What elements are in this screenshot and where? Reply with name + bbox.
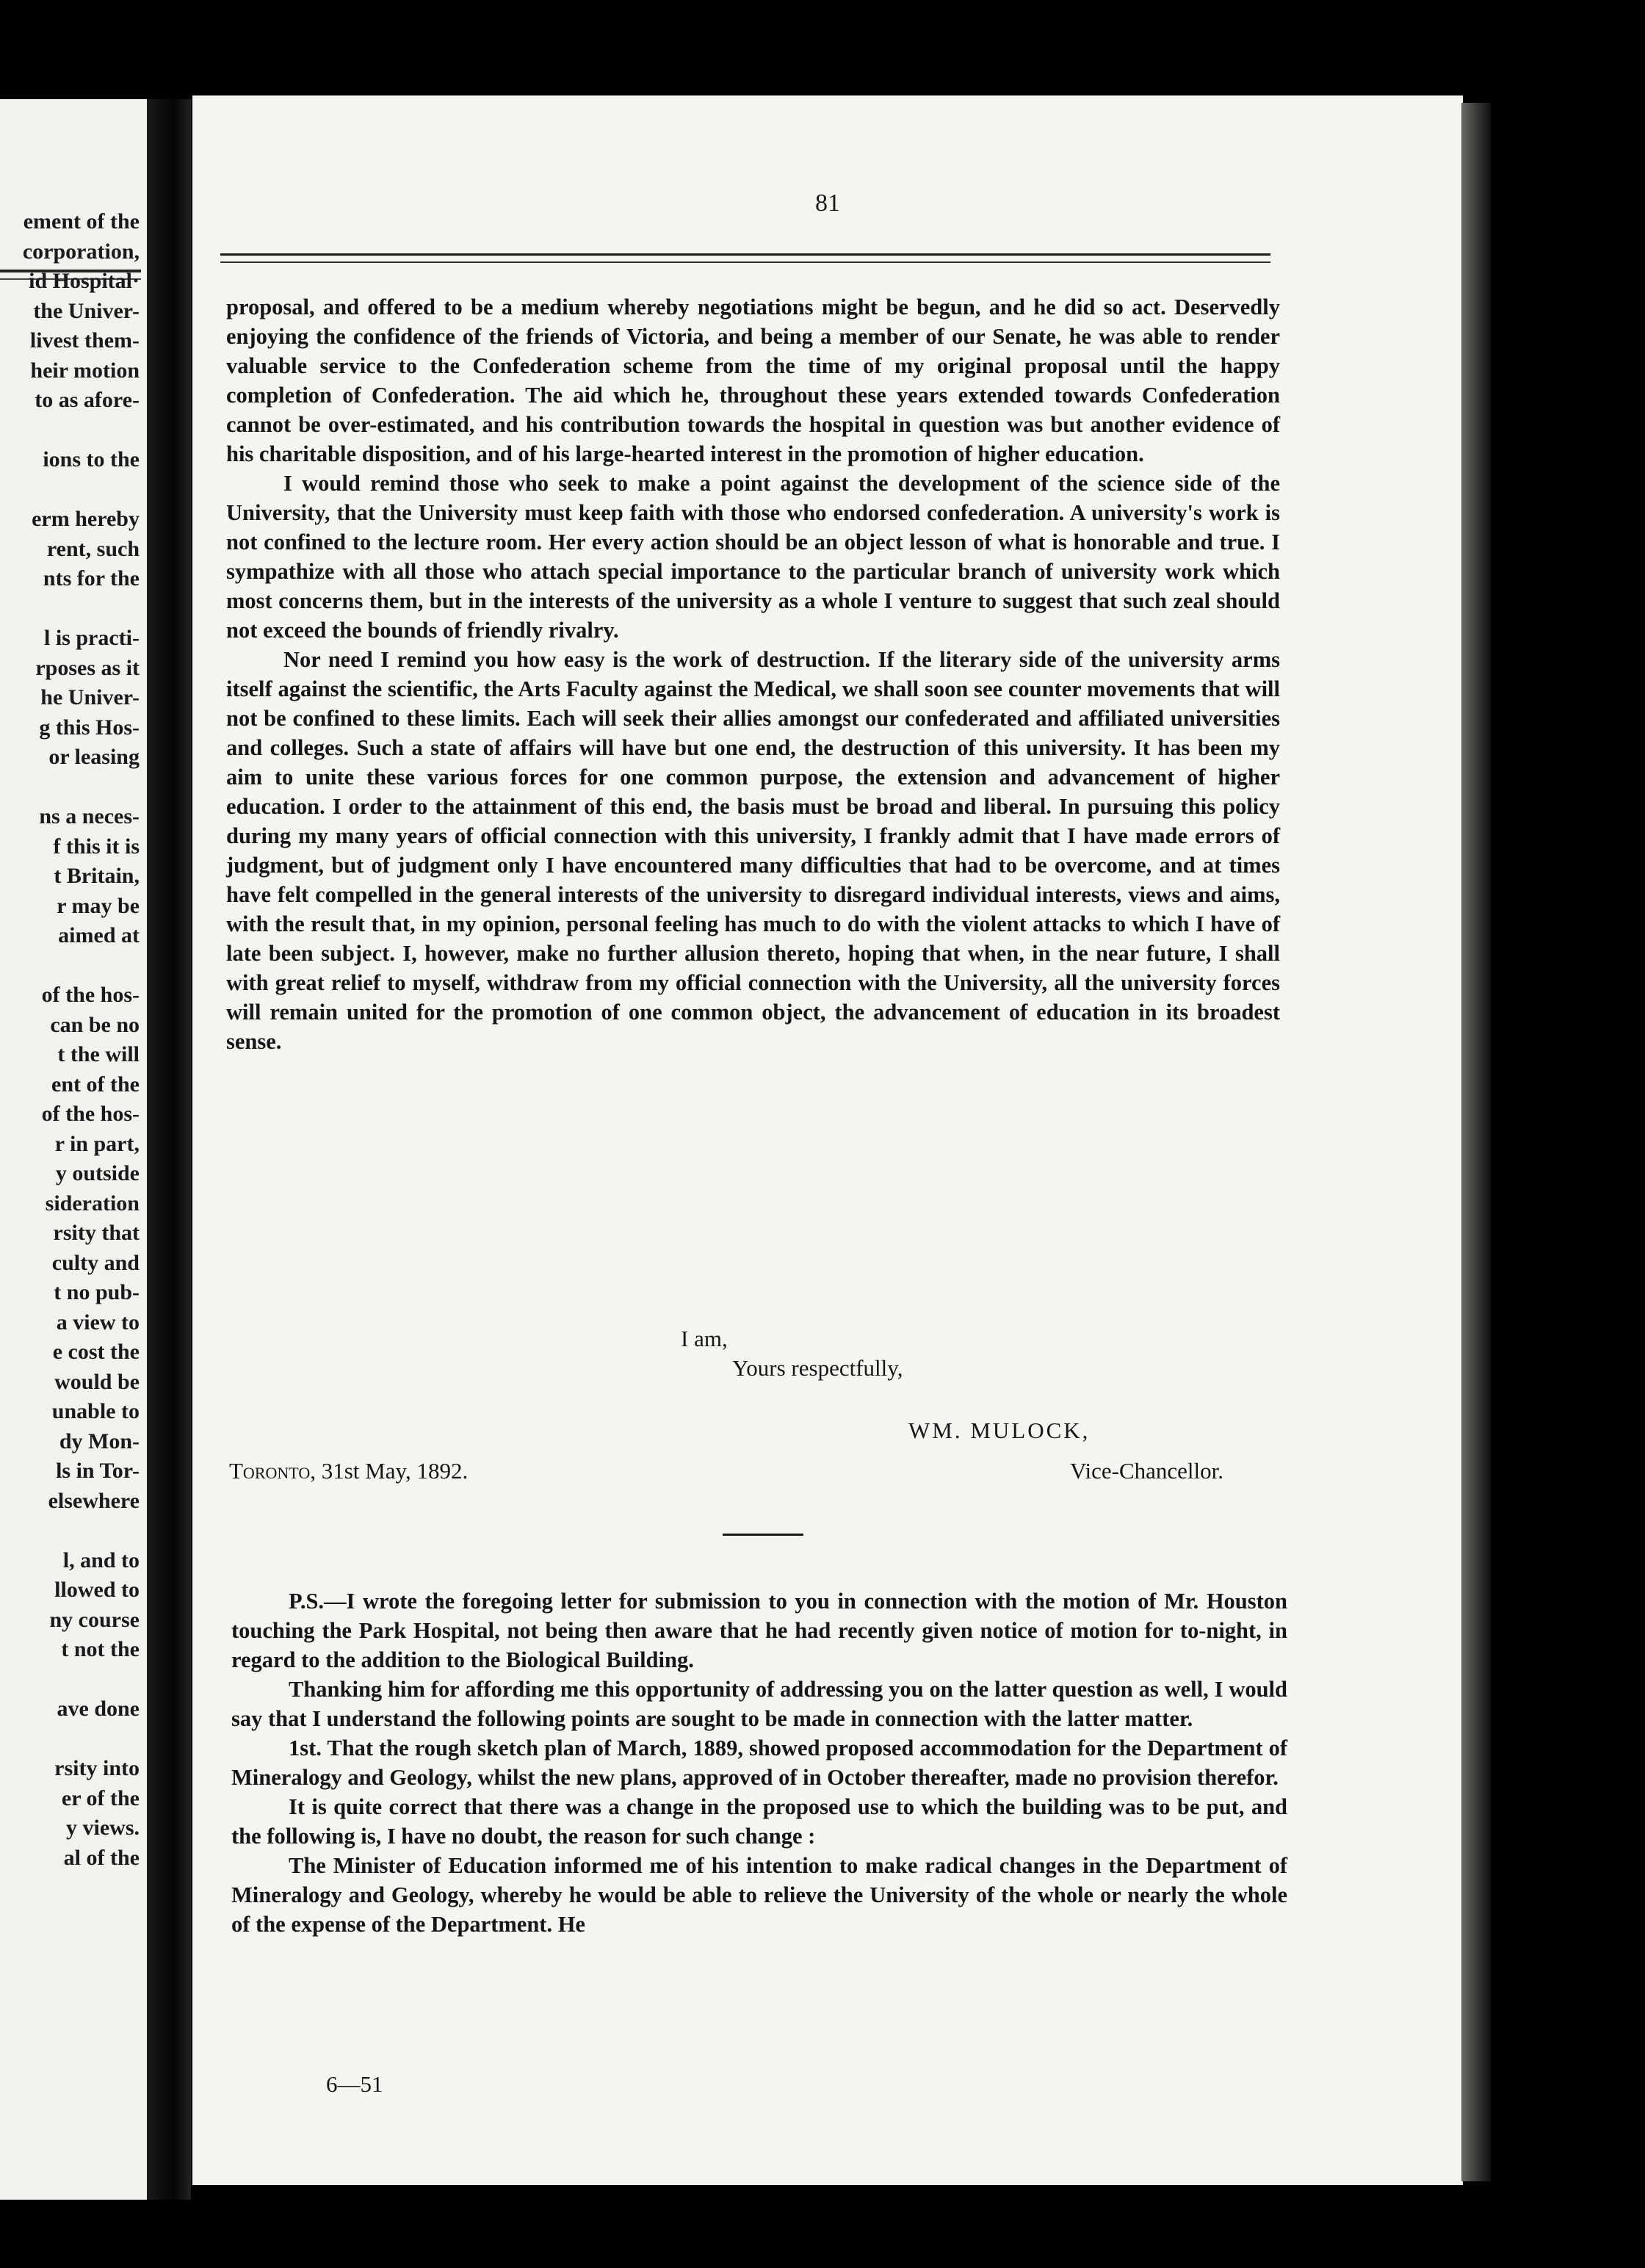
previous-page-line: the Univer- <box>33 298 140 323</box>
previous-page-line: can be no <box>50 1012 140 1037</box>
previous-page-line: al of the <box>63 1845 140 1870</box>
previous-page-fragment <box>0 99 147 2200</box>
previous-page-line: t the will <box>57 1042 140 1066</box>
previous-page-line: aimed at <box>58 923 140 947</box>
section-divider <box>723 1534 803 1536</box>
previous-page-line: ny course <box>49 1607 140 1632</box>
previous-page-line: t not the <box>61 1637 140 1661</box>
previous-page-line: culty and <box>51 1250 140 1275</box>
place-date <box>229 1458 468 1484</box>
book-gutter <box>147 99 191 2200</box>
letter-body <box>226 292 1280 1056</box>
previous-page-line: t no pub- <box>54 1280 140 1304</box>
previous-page-line: rent, such <box>46 536 140 561</box>
previous-page-line: erm hereby <box>32 507 140 531</box>
previous-page-line: rposes as it <box>35 655 140 680</box>
previous-page-line: a view to <box>56 1310 140 1335</box>
postscript-paragraph: It is quite correct that there was a change in the proposed use to which the building was to be put, and the following is, I have no doubt, the reason for such change : <box>231 1794 1287 1849</box>
previous-page-line: livest them- <box>29 328 140 353</box>
previous-page-line: y views. <box>66 1816 140 1840</box>
place-city: Toronto, <box>229 1458 316 1484</box>
previous-page-line: g this Hos- <box>39 715 140 740</box>
postscript-paragraph: The Minister of Education informed me of his intention to make radical changes in the Department of Mineralogy and Geology, whereby he would be able to relieve the University of the whole or nearly the whole of the expense of the Department. He <box>231 1853 1287 1937</box>
previous-page-line: l is practi- <box>44 626 140 650</box>
letter-date: 31st May, 1892. <box>315 1458 469 1484</box>
previous-page-line: or leasing <box>48 745 140 769</box>
body-paragraph: proposal, and offered to be a medium whereby negotiations might be begun, and he did so act. Deservedly enjoying the confidence of the friends of Victoria, and being a member of our Senate, he was able to render valuable service to the Confederation scheme from the time of my original proposal until the happy completion of Confederation. The aid which he, throughout these years extended towards Confederation cannot be over-estimated, and his contribution towards the hospital in question was but another evidence of his charitable disposition, and of his large-hearted interest in the promotion of higher education. <box>226 295 1280 466</box>
previous-page-line: of the hos- <box>41 983 140 1007</box>
previous-page-line: id Hospital· <box>29 269 140 293</box>
previous-page-line: corporation, <box>22 239 140 264</box>
body-paragraph: I would remind those who seek to make a point against the development of the science side of the University, that the University must keep faith with those who endorsed confederation. A university's work is not confined to the lecture room. Her every action should be an object lesson of what is honorable and true. I sympathize with all those who attach special importance to the particular branch of university work which most concerns them, but in the interests of the university as a whole I venture to suggest that such zeal should not exceed the bounds of friendly rivalry. <box>226 471 1280 643</box>
closing-i-am: I am, <box>681 1326 728 1351</box>
previous-page-line: r in part, <box>54 1131 140 1156</box>
previous-page-line: er of the <box>61 1785 140 1810</box>
previous-page-line: would be <box>54 1369 140 1394</box>
header-rule-thin <box>220 261 1270 263</box>
postscript-paragraph: P.S.—I wrote the foregoing letter for submission to you in connection with the motion of Mr. Houston touching the Park Hospital, not being then aware that he had recently given notice of motion for to-night, in regard to the addition to the Biological Building. <box>231 1589 1287 1672</box>
previous-page-line: dy Mon- <box>59 1429 140 1453</box>
previous-page-line: e cost the <box>52 1340 140 1364</box>
previous-page-line: y outside <box>55 1161 140 1185</box>
previous-page-line: rsity that <box>53 1221 140 1245</box>
previous-page-line: ave done <box>57 1697 140 1721</box>
postscript-paragraph: 1st. That the rough sketch plan of March, 1889, showed proposed accommodation for the Department of Mineralogy and Geology, whilst the new plans, approved of in October thereafter, made no provision therefor. <box>231 1736 1287 1790</box>
page-81 <box>192 95 1463 2185</box>
previous-page-line: l, and to <box>62 1547 140 1572</box>
previous-page-line: sideration <box>45 1191 140 1216</box>
previous-page-line: he Univer- <box>40 685 140 709</box>
page-edge <box>1461 103 1491 2181</box>
previous-page-line: ions to the <box>43 447 140 472</box>
previous-page-line: to as afore- <box>35 388 140 412</box>
previous-page-line: t Britain, <box>54 864 140 888</box>
previous-page-line: unable to <box>51 1399 140 1423</box>
previous-page-line: heir motion <box>30 358 140 383</box>
page-number: 81 <box>815 189 840 217</box>
previous-page-line: rsity into <box>54 1756 140 1780</box>
closing-respectfully: Yours respectfully, <box>732 1355 903 1381</box>
previous-page-line: elsewhere <box>48 1488 140 1513</box>
header-rule <box>220 253 1270 256</box>
previous-page-line: ls in Tor- <box>56 1459 140 1483</box>
previous-page-line: ement of the <box>23 209 140 234</box>
previous-page-line: ns a neces- <box>39 804 140 828</box>
postscript-paragraph: Thanking him for affording me this opportunity of addressing you on the latter question as well, I would say that I understand the following points are sought to be made in connection with the latter matter. <box>231 1677 1287 1731</box>
signature-mark: 6—51 <box>326 2071 383 2097</box>
previous-page-line: f this it is <box>53 834 140 859</box>
postscript <box>231 1586 1287 1939</box>
previous-page-line: llowed to <box>54 1578 140 1602</box>
previous-page-line: r may be <box>57 893 140 918</box>
previous-page-line: of the hos- <box>41 1102 140 1126</box>
signatory-title: Vice-Chancellor. <box>1070 1458 1224 1484</box>
previous-page-line: ent of the <box>51 1072 140 1097</box>
body-paragraph: Nor need I remind you how easy is the work of destruction. If the literary side of the university arms itself against the scientific, the Arts Faculty against the Medical, we shall soon see counter movements that will not be confined to these limits. Each will seek their allies amongst our confederated and affiliated universities and colleges. Such a state of affairs will have but one end, the destruction of this university. It has been my aim to unite these various forces for one common purpose, the extension and advancement of higher education. I order to the attainment of this end, the basis must be broad and liberal. In pursuing this policy during my many years of official connection with this university, I frankly admit that I have made errors of judgment, but of judgment only I have encountered many difficulties that had to be overcome, and at times have felt compelled in the general interests of the university to disregard individual interests, views and aims, with the result that, in my opinion, personal feeling has much to do with the violent attacks to which I have of late been subject. I, however, make no further allusion thereto, hoping that when, in the near future, I shall with great relief to myself, withdraw from my official connection with the University, all the university forces will remain united for the promotion of one common object, the advancement of education in its broadest sense. <box>226 647 1280 1054</box>
signature-name: WM. MULOCK, <box>908 1418 1091 1443</box>
previous-page-line: nts for the <box>43 566 140 591</box>
